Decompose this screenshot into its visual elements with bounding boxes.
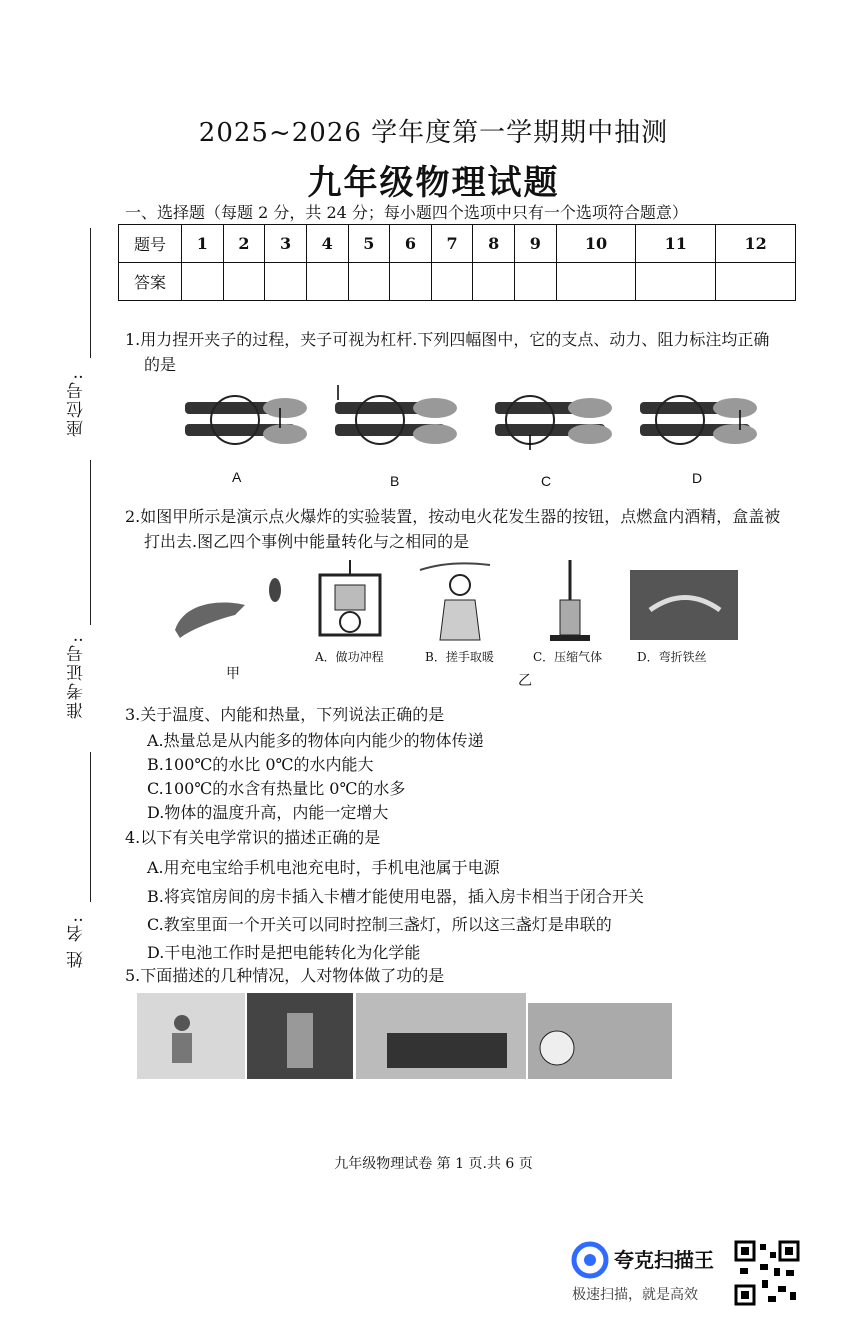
q2-stem: 2.如图甲所示是演示点火爆炸的实验装置，按动电火花发生器的按钮，点燃盒内酒精，盒盖被: [125, 507, 781, 526]
question-number: 3: [265, 225, 307, 263]
answer-cell[interactable]: [348, 263, 390, 301]
name-label: 姓 名:: [67, 915, 87, 969]
exam-subtitle: 2025~2026 学年度第一学期期中抽测: [198, 118, 669, 148]
question-number: 10: [556, 225, 636, 263]
engine-stroke-figure: [320, 560, 380, 635]
q5-stem: 5.下面描述的几种情况，人对物体做了功的是: [125, 966, 445, 985]
answer-cell[interactable]: [390, 263, 432, 301]
question-number: 5: [348, 225, 390, 263]
answer-cell[interactable]: [515, 263, 557, 301]
question-number: 6: [390, 225, 432, 263]
q3-option-c: C.100℃的水含有热量比 0℃的水多: [147, 779, 406, 798]
q1-label-a: A: [232, 469, 242, 485]
question-number: 11: [636, 225, 716, 263]
answer-table: [118, 224, 796, 301]
scanner-slogan: 极速扫描，就是高效: [572, 1286, 698, 1302]
q1-label-d: D: [692, 470, 703, 486]
answer-cell[interactable]: [182, 263, 224, 301]
answer-cell[interactable]: [636, 263, 716, 301]
q2-label-jia: 甲: [226, 665, 240, 681]
q3-option-a: A.热量总是从内能多的物体向内能少的物体传递: [147, 731, 484, 750]
question-number: 12: [716, 225, 796, 263]
q4-stem: 4.以下有关电学常识的描述正确的是: [125, 828, 381, 847]
question-number: 4: [306, 225, 348, 263]
section-heading: 一、选择题（每题 2 分，共 24 分；每小题四个选项中只有一个选项符合题意）: [125, 203, 688, 222]
exam-id-label: 准考证号:: [67, 635, 87, 719]
question-number: 1: [182, 225, 224, 263]
question-number: 2: [223, 225, 265, 263]
scanner-logo-icon: [570, 1240, 610, 1280]
binding-line: [90, 752, 91, 902]
q2-caption-d: D．弯折铁丝: [637, 650, 707, 664]
row-label-answer: 答案: [119, 263, 182, 301]
answer-cell[interactable]: [431, 263, 473, 301]
page-footer: 九年级物理试卷 第 1 页.共 6 页: [334, 1156, 533, 1172]
q2-label-yi: 乙: [518, 672, 532, 688]
answer-cell[interactable]: [306, 263, 348, 301]
q1-label-b: B: [390, 473, 400, 489]
question-number: 7: [431, 225, 473, 263]
q4-option-a: A.用充电宝给手机电池充电时，手机电池属于电源: [147, 858, 500, 877]
answer-cell[interactable]: [556, 263, 636, 301]
q2-stem-cont: 打出去.图乙四个事例中能量转化与之相同的是: [144, 532, 470, 551]
scanner-brand: 夸克扫描王: [614, 1250, 714, 1272]
spark-device-figure: [175, 578, 281, 638]
answer-cell[interactable]: [223, 263, 265, 301]
seat-label: 座位号:: [67, 372, 87, 437]
binding-line: [90, 460, 91, 625]
clip-figure-c: [495, 396, 612, 450]
q4-option-c: C.教室里面一个开关可以同时控制三盏灯，所以这三盏灯是串联的: [147, 915, 612, 934]
q4-option-b: B.将宾馆房间的房卡插入卡槽才能使用电器，插入房卡相当于闭合开关: [147, 887, 644, 906]
q2-caption-a: A．做功冲程: [315, 650, 384, 664]
q2-figures: [165, 560, 745, 650]
clip-figure-d: [640, 396, 757, 444]
q1-stem: 1.用力捏开夹子的过程，夹子可视为杠杆.下列四幅图中，它的支点、动力、阻力标注均正确: [125, 330, 770, 349]
binding-line: [90, 228, 91, 358]
q3-option-b: B.100℃的水比 0℃的水内能大: [147, 755, 374, 774]
q3-option-d: D.物体的温度升高，内能一定增大: [147, 803, 389, 822]
question-number: 8: [473, 225, 515, 263]
clip-figure-b: [335, 385, 457, 444]
answer-cell[interactable]: [473, 263, 515, 301]
q1-stem-cont: 的是: [144, 355, 177, 374]
q4-option-d: D.干电池工作时是把电能转化为化学能: [147, 943, 421, 962]
bending-wire-figure: [630, 570, 738, 640]
rubbing-hands-figure: [420, 563, 490, 640]
row-label-number: 题号: [119, 225, 182, 263]
q1-figures: [180, 380, 760, 470]
air-pump-figure: [550, 560, 590, 641]
q2-caption-b: B．搓手取暖: [425, 650, 494, 664]
clip-figure-a: [185, 396, 307, 444]
answer-cell[interactable]: [265, 263, 307, 301]
answer-cell[interactable]: [716, 263, 796, 301]
q5-photos: [137, 993, 673, 1083]
q2-caption-c: C．压缩气体: [533, 650, 603, 664]
question-number: 9: [515, 225, 557, 263]
q1-label-c: C: [541, 473, 552, 489]
q3-stem: 3.关于温度、内能和热量，下列说法正确的是: [125, 705, 445, 724]
answer-row: [119, 263, 796, 301]
qr-code-icon: [734, 1240, 800, 1306]
exam-title: 九年级物理试题: [307, 163, 560, 203]
question-number-row: [119, 225, 796, 263]
